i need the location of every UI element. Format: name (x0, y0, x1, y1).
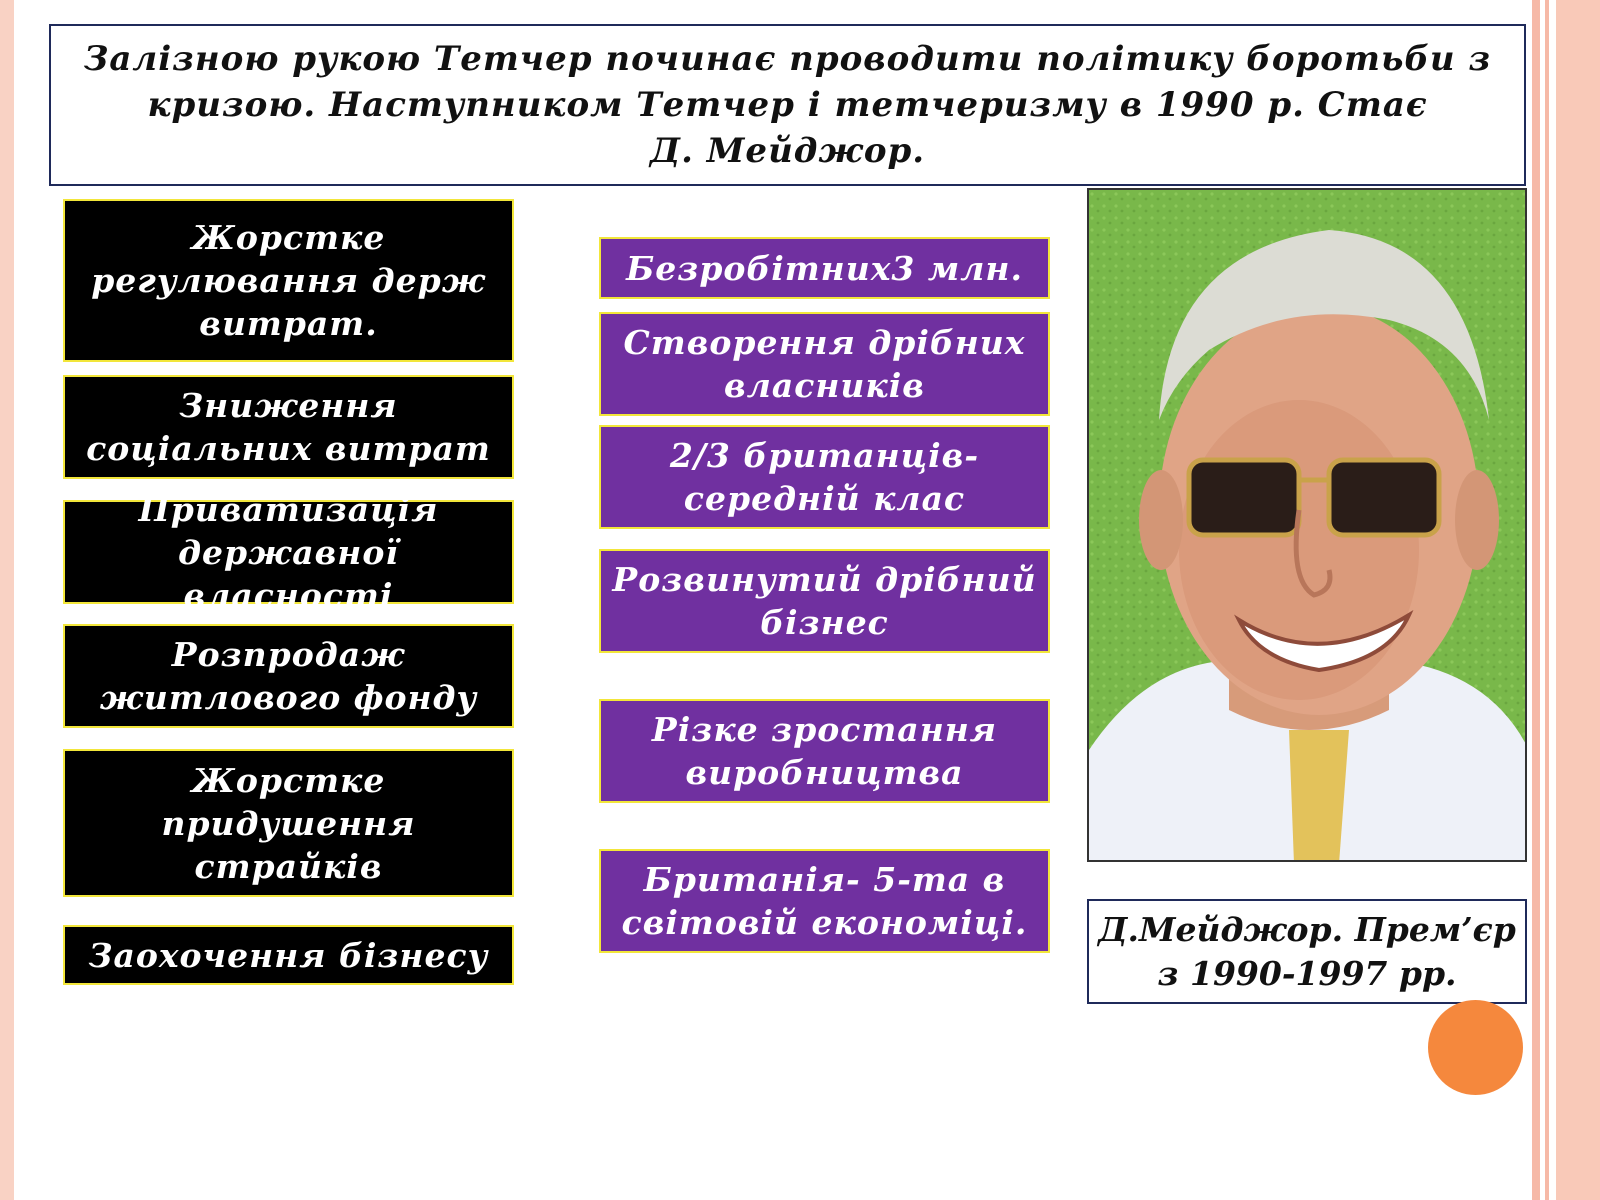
policy-text: Жорстке (191, 218, 386, 257)
result-text: Безробітних3 млн. (626, 248, 1023, 288)
result-box (599, 237, 1050, 299)
result-text: Британія- 5-та в (643, 860, 1006, 899)
policy-box (63, 624, 514, 728)
portrait-photo (1087, 188, 1527, 862)
policy-box (63, 199, 514, 362)
result-text: бізнес (760, 603, 889, 642)
policy-text: державної власності (178, 532, 399, 615)
result-box (599, 699, 1050, 803)
policy-text: Жорстке (191, 760, 386, 800)
title-line: кризою. Наступником Тетчер і тетчеризму в 1990 р. Стає (147, 85, 1428, 125)
policy-text: Заохочення бізнесу (88, 935, 489, 975)
left-border-stripe (0, 0, 14, 1200)
policy-box (63, 375, 514, 479)
right-border-stripe (1532, 0, 1540, 1200)
policy-text: Приватизація (138, 489, 439, 529)
policy-text: витрат. (199, 304, 378, 343)
result-text: Розвинутий дрібний (612, 560, 1037, 599)
policy-box (63, 749, 514, 897)
right-border-stripe (1556, 0, 1600, 1200)
result-box (599, 425, 1050, 529)
result-text: 2/3 британців- (669, 436, 980, 475)
policy-box (63, 489, 514, 615)
policy-text: Розпродаж (171, 635, 406, 674)
result-box (599, 312, 1050, 416)
result-text: Створення дрібних (623, 323, 1026, 362)
photo-caption (1087, 899, 1527, 1004)
title-line: Залізною рукою Тетчер починає проводити політику боротьби з (83, 39, 1492, 79)
slide-title (49, 24, 1526, 186)
policy-text: страйків (194, 846, 383, 886)
result-box (599, 549, 1050, 653)
policy-text: придушення (161, 803, 416, 843)
portrait-illustration (1089, 190, 1527, 862)
result-box (599, 849, 1050, 953)
right-border-stripe (1545, 0, 1549, 1200)
policy-text: Зниження (179, 386, 398, 425)
result-text: виробництва (685, 753, 964, 792)
result-text: Різке зростання (651, 710, 998, 749)
result-text: власників (724, 366, 925, 405)
caption-line: Д.Мейджор. Прем’єр (1098, 909, 1516, 949)
policy-box (63, 925, 514, 985)
result-text: світовій економіці. (621, 903, 1028, 942)
policy-text: житлового фонду (99, 678, 478, 717)
title-line: Д. Мейджор. (649, 131, 926, 171)
policy-text: регулювання держ (91, 261, 486, 300)
policy-text: соціальних витрат (86, 429, 491, 468)
accent-circle (1428, 1000, 1523, 1095)
result-text: середній клас (683, 479, 966, 518)
caption-line: з 1990-1997 рр. (1157, 953, 1457, 993)
